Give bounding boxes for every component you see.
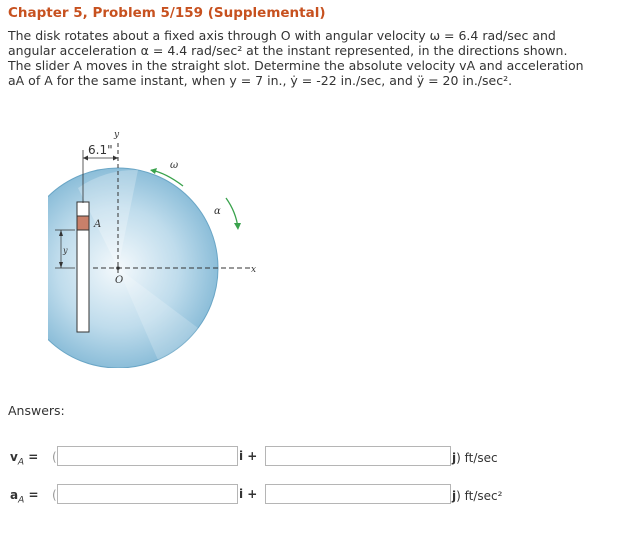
- problem-line-4: aA of A for the same instant, when y = 7 in., ẏ = -22 in./sec, and ÿ = 20 in./sec².: [8, 73, 513, 88]
- va-unit: ) ft/sec: [456, 451, 498, 465]
- va-j-unit: [452, 451, 498, 465]
- alpha-label: α: [214, 206, 221, 217]
- va-j-input[interactable]: [265, 446, 451, 466]
- aa-symbol: [10, 488, 39, 505]
- answer-row-va: [0, 446, 636, 470]
- va-open-paren: (: [52, 450, 57, 464]
- aa-subscript: A: [18, 495, 25, 506]
- alpha-arrowhead: [234, 223, 241, 230]
- aa-i-input[interactable]: [57, 484, 238, 504]
- y-axis-label: y: [114, 130, 120, 140]
- va-j-label: j: [452, 451, 457, 465]
- x-axis-label: x: [251, 265, 257, 275]
- aa-open-paren: (: [52, 488, 57, 502]
- aa-equals: =: [28, 488, 39, 502]
- aa-j-label: j: [452, 489, 457, 503]
- offset-dim-label: 6.1": [88, 143, 113, 157]
- problem-line-2: angular acceleration α = 4.4 rad/sec² at the instant represented, in the directions shown.: [8, 43, 568, 58]
- dim-arrow-right: [113, 156, 118, 161]
- problem-line-3: The slider A moves in the straight slot. Determine the absolute velocity vA and acceleration: [8, 58, 584, 73]
- va-i-input[interactable]: [57, 446, 238, 466]
- origin-label: O: [115, 275, 124, 286]
- va-letter: v: [10, 450, 18, 464]
- answer-row-aa: [0, 484, 636, 508]
- y-dim-label: y: [63, 246, 68, 255]
- aa-unit: ) ft/sec²: [456, 489, 503, 503]
- answers-label: Answers:: [8, 403, 65, 418]
- va-symbol: [10, 450, 38, 467]
- aa-j-unit: [452, 489, 502, 503]
- problem-title: Chapter 5, Problem 5/159 (Supplemental): [8, 5, 326, 21]
- problem-statement: [8, 28, 630, 88]
- aa-j-input[interactable]: [265, 484, 451, 504]
- omega-label: ω: [170, 160, 179, 171]
- aa-i-label: i +: [239, 487, 258, 501]
- va-i-label: i +: [239, 449, 258, 463]
- problem-line-1: The disk rotates about a fixed axis through O with angular velocity ω = 6.4 rad/sec and: [8, 28, 556, 43]
- disk-diagram: [48, 128, 298, 368]
- aa-letter: a: [10, 488, 19, 502]
- disk-figure: [48, 128, 298, 368]
- va-equals: =: [28, 450, 39, 464]
- origin-point: [116, 266, 120, 270]
- va-subscript: A: [17, 457, 24, 468]
- slider-a: [77, 216, 89, 230]
- slider-a-label: A: [94, 219, 102, 230]
